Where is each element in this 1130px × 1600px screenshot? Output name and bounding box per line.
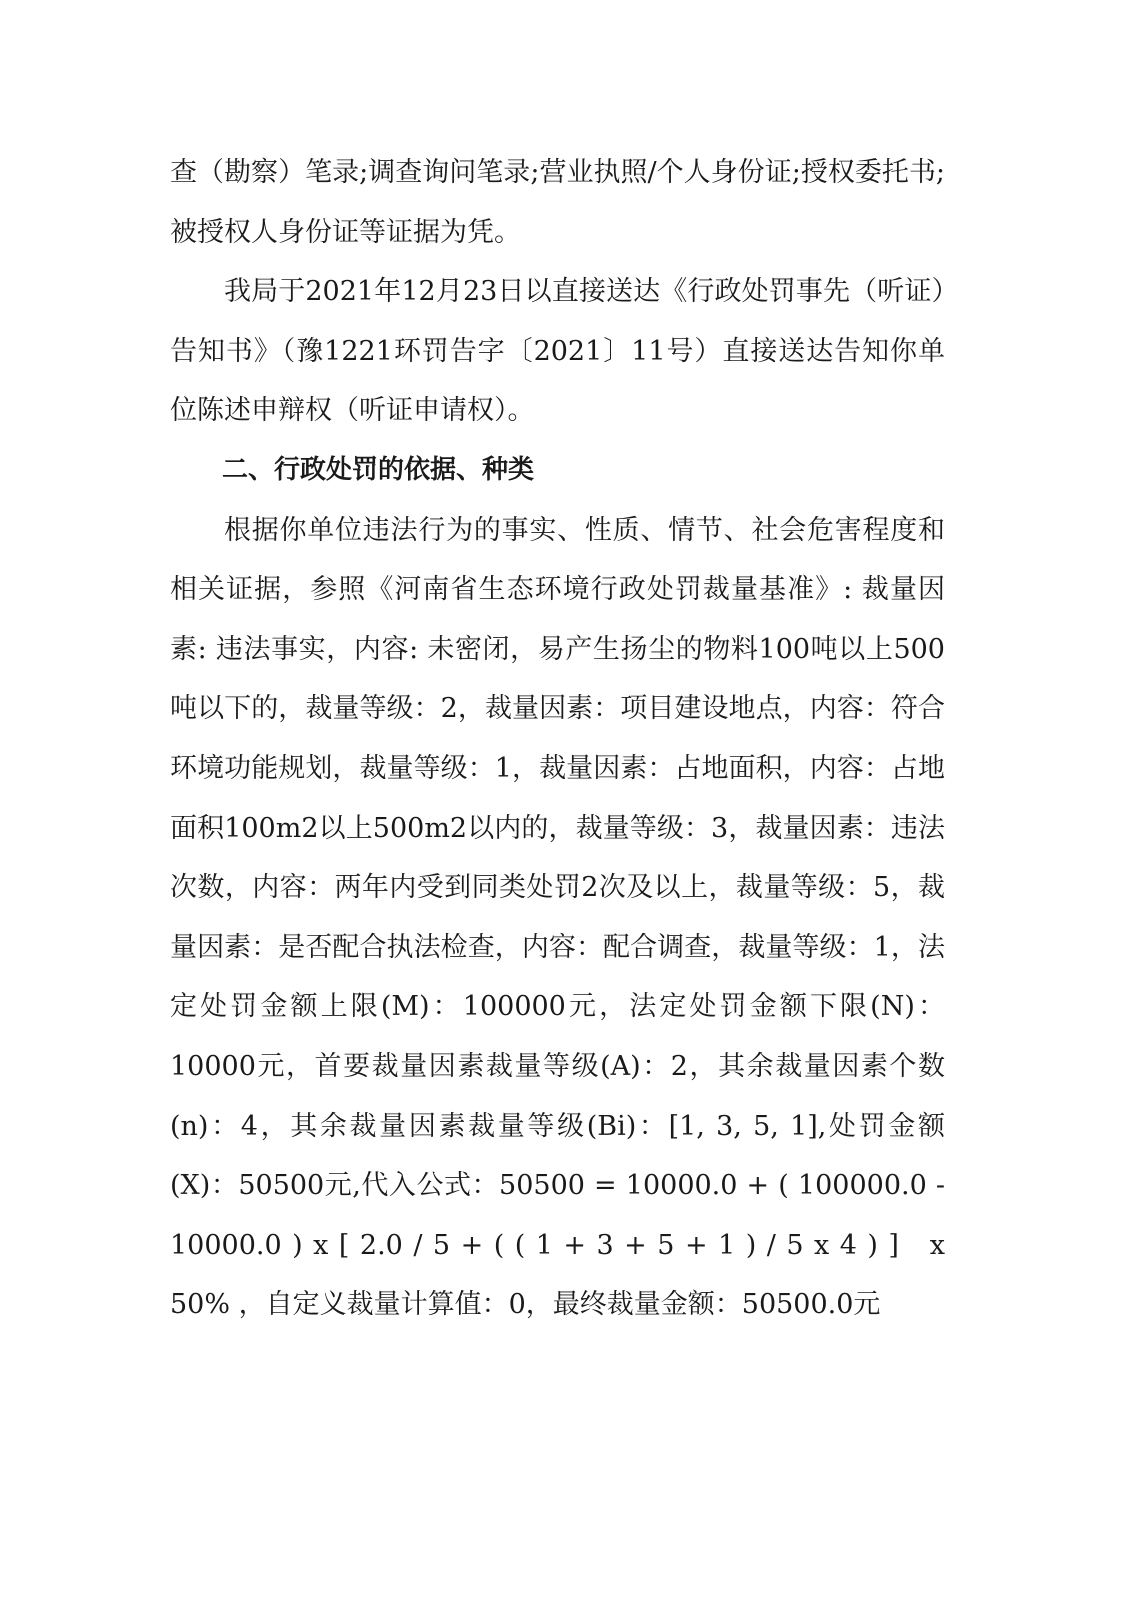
notice-paragraph: 我局于2021年12月23日以直接送达《行政处罚事先（听证）告知书》（豫1221环罚告字〔2021〕11号）直接送达告知你单位陈述申辩权（听证申请权）。 [170, 276, 945, 427]
penalty-basis-paragraph: 根据你单位违法行为的事实、性质、情节、社会危害程度和相关证据，参照《河南省生态环境行政处罚裁量基准》: 裁量因素: 违法事实，内容: 未密闭，易产生扬尘的物料100吨以上500吨以下的，裁量等级：2，裁量因素：项目建设地点，内容：符合环境功能规划，裁量等级：1，裁量因素：占地面积，内容：占地面积100m2以上500m2以内的，裁量等级：3，裁量因素：违法次数，内容：两年内受到同类处罚2次及以上，裁量等级：5，裁量因素：是否配合执法检查，内容：配合调查，裁量等级：1，法定处罚金额上限(M)：100000元，法定处罚金额下限(N)：10000元，首要裁量因素裁量等级(A)：2，其余裁量因素个数(n)：4，其余裁量因素裁量等级(Bi)：[1, 3, 5, 1],处罚金额(X)：50500元,代入公式：50500 = 10000.0 + ( 100000.0 - 10000.0 ) x [ 2.0 / 5 + ( ( 1 + 3 + 5 + 1 ) / 5 x 4 ) ] x 50% ，自定义裁量计算值：0，最终裁量金额：50500.0元 [170, 514, 945, 1321]
section-heading: 二、行政处罚的依据、种类 [222, 454, 535, 485]
evidence-paragraph: 查（勘察）笔录;调查询问笔录;营业执照/个人身份证;授权委托书;被授权人身份证等证据为凭。 [170, 157, 945, 248]
document-page [170, 143, 945, 1335]
